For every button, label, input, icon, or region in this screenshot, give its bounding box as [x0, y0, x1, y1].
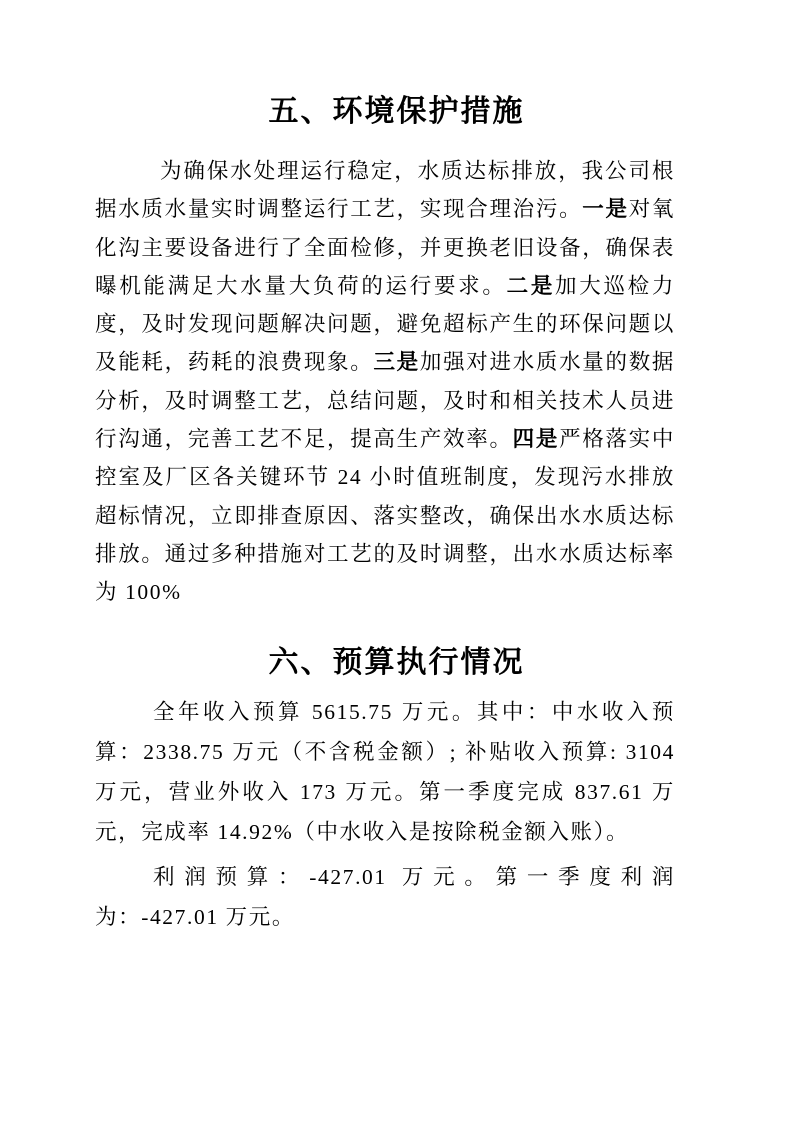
emphasis-segment: 三是	[373, 350, 420, 375]
text-segment: 严格落实中控室及厂区各关键环节 24 小时值班制度，发现污水排放超标情况，立即排查原因、落实整改，确保出水水质达标排放。通过多种措施对工艺的及时调整，出水水质达标率为 100%	[95, 427, 675, 605]
text-segment: 加强对进水质水量的数据分析，及时调整工艺，总结问题，及时和相关技术人员进行沟通，完善工艺不足，提高生产效率。	[95, 350, 676, 452]
text-segment: 为确保水处理运行稳定，水质达标排放，我公司根据水质水量实时调整运行工艺，实现合理治污。	[95, 159, 675, 222]
text-segment: 加大巡检力度，及时发现问题解决问题，避免超标产生的环保问题以及能耗，药耗的浪费现象。	[95, 273, 675, 375]
section6-title: 六、预算执行情况	[268, 645, 525, 679]
section5-title: 五、环境保护措施	[268, 95, 525, 128]
section5-paragraph	[95, 152, 675, 612]
section6-paragraph-profit: 利润预算：-427.01 万元。第一季度利润为：-427.01 万元。	[95, 864, 675, 929]
emphasis-segment: 二是	[506, 273, 556, 298]
section6-paragraph-revenue: 全年收入预算 5615.75 万元。其中：中水收入预算：2338.75 万元（不含税金额）; 补贴收入预算: 3104 万元，营业外收入 173 万元。第一季度完成 837.61 万元，完成率 14.92%（中水收入是按除税金额入账）。	[95, 699, 675, 844]
text-segment: 对氧化沟主要设备进行了全面检修，并更换老旧设备，确保表曝机能满足大水量大负荷的运行要求。	[95, 197, 676, 298]
emphasis-segment: 一是	[582, 197, 629, 222]
emphasis-segment: 四是	[512, 427, 560, 452]
